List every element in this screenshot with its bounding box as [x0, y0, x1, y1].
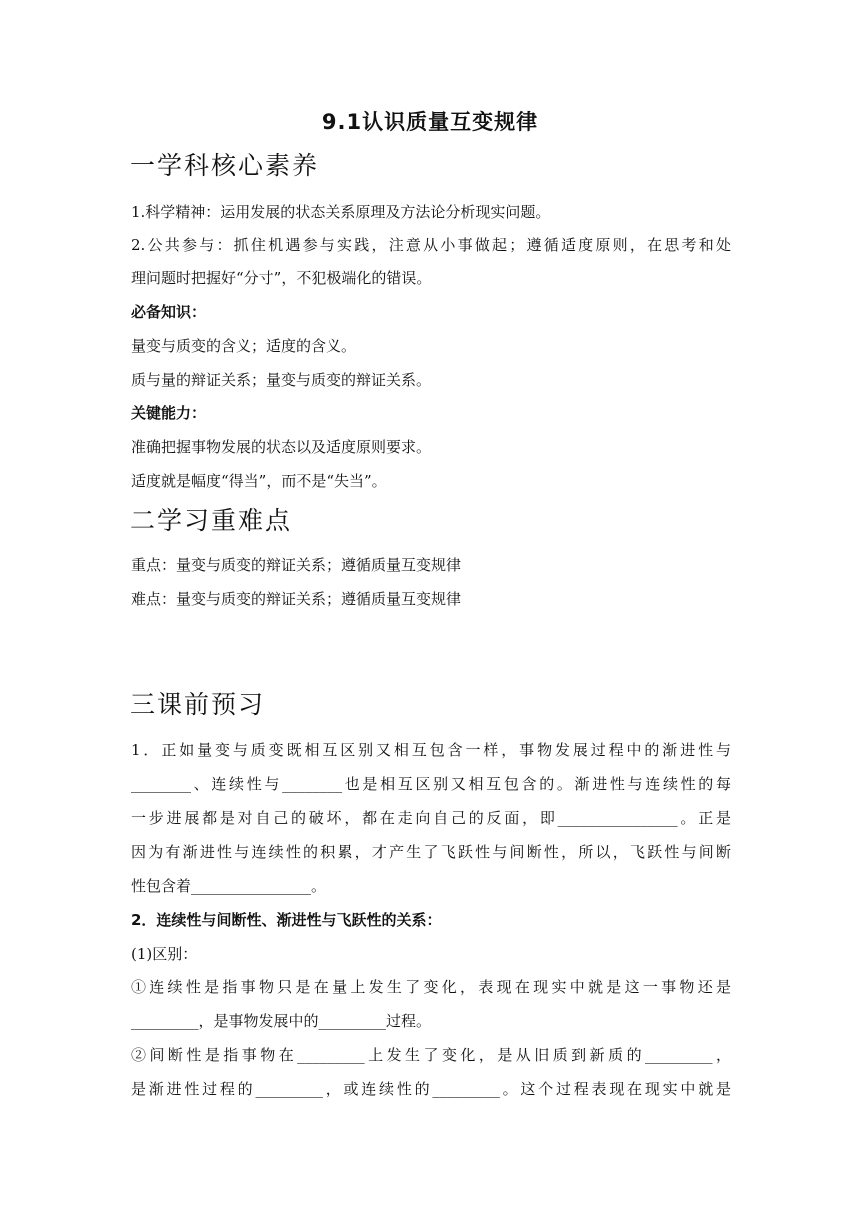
question-line: ________、连续性与________也是相互区别又相互包含的。渐进性与连续性的每 — [131, 775, 731, 793]
section-heading-core-literacy: 一学科核心素养 — [130, 151, 320, 180]
question-line: 因为有渐进性与连续性的积累，才产生了飞跃性与间断性，所以，飞跃性与间断 — [131, 843, 731, 861]
ability-label: 关键能力： — [131, 404, 207, 422]
question-line: 性包含着________________。 — [131, 877, 327, 895]
paragraph-line: 质与量的辩证关系；量变与质变的辩证关系。 — [131, 371, 432, 389]
paragraph-line: 难点：量变与质变的辩证关系；遵循质量互变规律 — [131, 590, 462, 608]
question-2-title: 2．连续性与间断性、渐进性与飞跃性的关系： — [131, 911, 442, 929]
paragraph-line: 重点：量变与质变的辩证关系；遵循质量互变规律 — [131, 556, 462, 574]
question-line: ①连续性是指事物只是在量上发生了变化，表现在现实中就是这一事物还是 — [131, 978, 731, 996]
paragraph-line: 适度就是幅度“得当”，而不是“失当”。 — [131, 472, 387, 490]
question-line: ②间断性是指事物在_________上发生了变化，是从旧质到新质的_________， — [131, 1046, 731, 1064]
paragraph-line: 1.科学精神：运用发展的状态关系原理及方法论分析现实问题。 — [131, 203, 551, 221]
question-2-subheading: (1)区别： — [131, 945, 198, 963]
section-heading-key-points: 二学习重难点 — [130, 506, 293, 535]
section-heading-preview: 三课前预习 — [130, 690, 266, 719]
knowledge-label: 必备知识： — [131, 303, 207, 321]
paragraph-line: 量变与质变的含义；适度的含义。 — [131, 337, 357, 355]
question-line: _________，是事物发展中的_________过程。 — [131, 1012, 432, 1030]
question-line: 一步进展都是对自己的破坏，都在走向自己的反面，即________________。正是 — [131, 809, 731, 827]
paragraph-line: 理问题时把握好“分寸”，不犯极端化的错误。 — [131, 269, 432, 287]
paragraph-line: 准确把握事物发展的状态以及适度原则要求。 — [131, 438, 432, 456]
question-line: 1．正如量变与质变既相互区别又相互包含一样，事物发展过程中的渐进性与 — [131, 741, 731, 759]
paragraph-line: 2.公共参与：抓住机遇参与实践，注意从小事做起；遵循适度原则，在思考和处 — [131, 236, 731, 254]
document-title: 9.1认识质量互变规律 — [321, 110, 539, 134]
question-line: 是渐进性过程的_________，或连续性的_________。这个过程表现在现实中就是 — [131, 1080, 731, 1098]
